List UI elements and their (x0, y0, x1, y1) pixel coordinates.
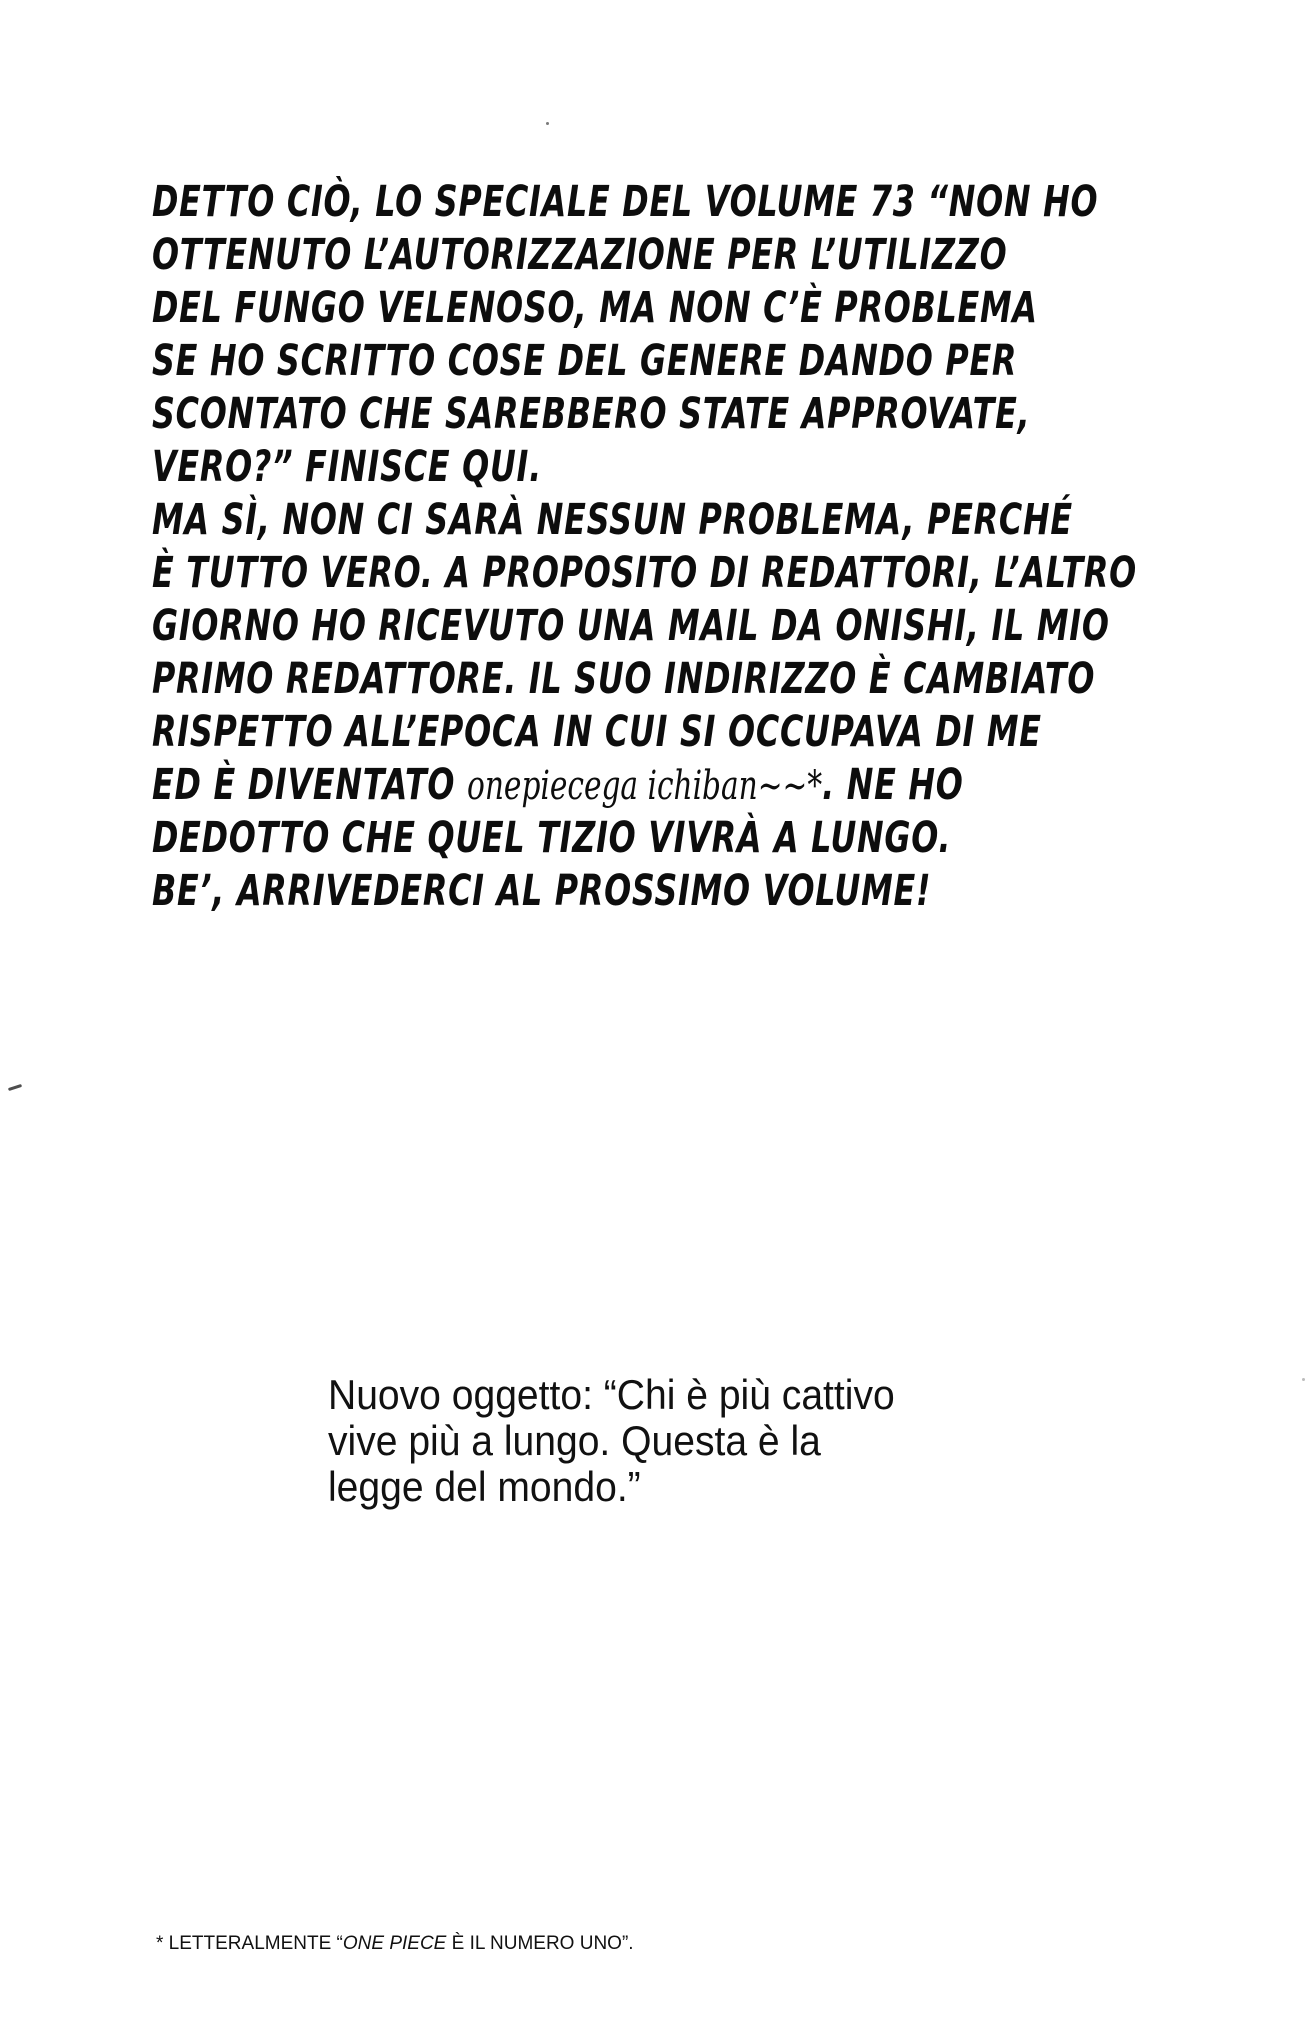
caption-line: legge del mondo.” (328, 1463, 641, 1510)
scan-speck (8, 1084, 22, 1091)
scan-speck (1302, 1378, 1305, 1381)
text-line: RISPETTO ALL’EPOCA IN CUI SI OCCUPAVA DI ME (152, 707, 1042, 757)
footnote-prefix: * LETTERALMENTE “ (156, 1933, 343, 1954)
text-line: MA SÌ, NON CI SARÀ NESSUN PROBLEMA, PERCHÉ (152, 495, 1073, 545)
caption-line: vive più a lungo. Questa è la (328, 1417, 821, 1464)
footnote-italic-title: ONE PIECE (342, 1933, 447, 1954)
email-address-text: onepiecega ichiban~~* (467, 763, 823, 809)
footnote (156, 1932, 634, 1956)
text-line: SCONTATO CHE SAREBBERO STATE APPROVATE, (152, 389, 1031, 439)
text-segment: . NE HO (822, 760, 964, 810)
text-line-with-email (152, 759, 964, 812)
author-note-text-block (152, 176, 1212, 918)
text-line: DEDOTTO CHE QUEL TIZIO VIVRÀ A LUNGO. (152, 813, 952, 863)
scan-speck (546, 122, 549, 125)
text-segment: ED È DIVENTATO (152, 760, 468, 810)
caption-block (328, 1372, 1088, 1510)
text-line: DETTO CIÒ, LO SPECIALE DEL VOLUME 73 “NON HO (152, 177, 1099, 227)
text-line: OTTENUTO L’AUTORIZZAZIONE PER L’UTILIZZO (152, 230, 1008, 280)
text-line: PRIMO REDATTORE. IL SUO INDIRIZZO È CAMBIATO (152, 654, 1096, 704)
text-line: È TUTTO VERO. A PROPOSITO DI REDATTORI, L’ALTRO (152, 548, 1137, 598)
caption-line: Nuovo oggetto: “Chi è più cattivo (328, 1371, 895, 1418)
footnote-suffix: È IL NUMERO UNO”. (446, 1933, 634, 1954)
text-line: VERO?” FINISCE QUI. (152, 442, 542, 492)
text-line: GIORNO HO RICEVUTO UNA MAIL DA ONISHI, IL MIO (152, 601, 1110, 651)
closing-line: BE’, ARRIVEDERCI AL PROSSIMO VOLUME! (152, 866, 932, 916)
text-line: DEL FUNGO VELENOSO, MA NON C’È PROBLEMA (152, 283, 1038, 333)
text-line: SE HO SCRITTO COSE DEL GENERE DANDO PER (152, 336, 1018, 386)
